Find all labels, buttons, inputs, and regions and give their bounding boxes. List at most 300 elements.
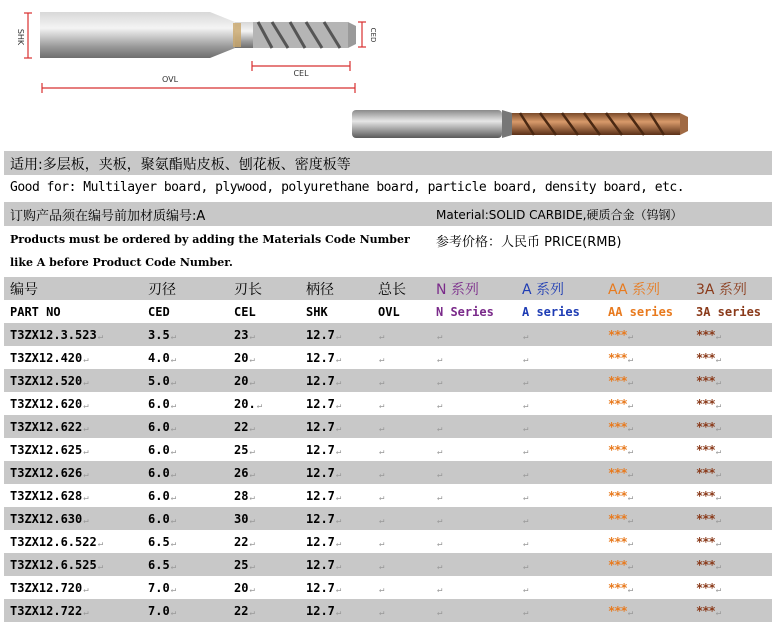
header-a-series: A series [516,300,602,323]
paragraph-mark-icon: ↵ [523,446,529,457]
paragraph-mark-icon: ↵ [437,354,443,365]
ced-cell [142,484,228,507]
aa-series-cell-value: *** [608,350,627,365]
paragraph-mark-icon: ↵ [523,515,529,526]
paragraph-mark-icon: ↵ [379,584,385,595]
paragraph-mark-icon: ↵ [627,331,634,342]
part-no-cell-value: T3ZX12.722 [10,603,83,618]
tool-photo [352,110,688,138]
paragraph-mark-icon: ↵ [627,469,634,480]
n-series-cell [430,415,516,438]
table-row [4,323,772,346]
shk-cell [300,599,372,622]
aa-series-cell [602,323,690,346]
paragraph-mark-icon: ↵ [627,377,634,388]
ced-cell-value: 5.0 [148,373,170,388]
part-no-cell-value: T3ZX12.620 [10,396,83,411]
3a-series-cell [690,415,772,438]
paragraph-mark-icon: ↵ [437,469,443,480]
table-row [4,576,772,599]
shk-cell [300,484,372,507]
paragraph-mark-icon: ↵ [437,515,443,526]
aa-series-cell [602,415,690,438]
n-series-cell [430,461,516,484]
table-row [4,392,772,415]
paragraph-mark-icon: ↵ [379,469,385,480]
ced-cell [142,415,228,438]
header-a-series-cn: A 系列 [516,277,602,300]
ced-cell [142,530,228,553]
table-row [4,369,772,392]
paragraph-mark-icon: ↵ [335,446,342,457]
part-no-cell-value: T3ZX12.6.525 [10,557,97,572]
3a-series-cell [690,576,772,599]
ced-cell [142,346,228,369]
application-text: 适用:多层板，夹板，聚氨酯贴皮板、刨花板、密度板等 [10,157,351,173]
paragraph-mark-icon: ↵ [523,538,529,549]
cel-label: CEL [293,69,309,78]
ced-label: CED [369,27,377,43]
3a-series-cell-value: *** [696,419,715,434]
a-series-cell [516,461,602,484]
paragraph-mark-icon: ↵ [83,469,89,480]
cel-cell [228,576,300,599]
paragraph-mark-icon: ↵ [97,538,104,549]
header-3a-series: 3A series [690,300,772,323]
paragraph-mark-icon: ↵ [627,515,634,526]
paragraph-mark-icon: ↵ [83,400,89,411]
paragraph-mark-icon: ↵ [249,607,255,618]
router-bit-diagram [0,0,773,150]
n-series-cell [430,599,516,622]
3a-series-cell-value: *** [696,373,715,388]
ced-cell-value: 6.5 [148,557,170,572]
cel-cell-value: 28 [234,488,249,503]
paragraph-mark-icon: ↵ [523,331,529,342]
table-row [4,461,772,484]
aa-series-cell [602,392,690,415]
paragraph-mark-icon: ↵ [249,492,255,503]
cel-cell-value: 20 [234,373,249,388]
ced-cell [142,553,228,576]
part-no-cell [4,599,142,622]
paragraph-mark-icon: ↵ [715,515,722,526]
part-no-cell-value: T3ZX12.420 [10,350,83,365]
paragraph-mark-icon: ↵ [83,377,89,388]
paragraph-mark-icon: ↵ [335,469,342,480]
paragraph-mark-icon: ↵ [523,607,529,618]
good-for-text: Good for: Multilayer board, plywood, polyurethane board, particle board, density board, etc. [10,180,685,195]
paragraph-mark-icon: ↵ [335,492,342,503]
part-no-cell-value: T3ZX12.3.523 [10,327,97,342]
order-note-en-1: Products must be ordered by adding the Materials Code Number [10,233,410,246]
3a-series-cell [690,507,772,530]
cel-cell [228,553,300,576]
cel-cell [228,438,300,461]
part-no-cell-value: T3ZX12.520 [10,373,83,388]
order-note-row [4,202,772,226]
shk-cell [300,392,372,415]
a-series-cell [516,369,602,392]
shk-cell-value: 12.7 [306,442,335,457]
paragraph-mark-icon: ↵ [335,607,342,618]
ovl-cell [372,392,430,415]
ced-cell-value: 7.0 [148,580,170,595]
3a-series-cell-value: *** [696,327,715,342]
paragraph-mark-icon: ↵ [379,423,385,434]
a-series-cell [516,415,602,438]
paragraph-mark-icon: ↵ [249,584,255,595]
ovl-cell [372,323,430,346]
part-no-cell-value: T3ZX12.625 [10,442,83,457]
3a-series-cell-value: *** [696,511,715,526]
cel-cell [228,415,300,438]
part-no-cell [4,392,142,415]
paragraph-mark-icon: ↵ [715,469,722,480]
ced-cell-value: 3.5 [148,327,170,342]
3a-series-cell-value: *** [696,603,715,618]
3a-series-cell [690,346,772,369]
ced-cell [142,461,228,484]
3a-series-cell-value: *** [696,442,715,457]
paragraph-mark-icon: ↵ [249,538,255,549]
ovl-cell [372,576,430,599]
part-no-cell-value: T3ZX12.630 [10,511,83,526]
header-aa-series-cn: AA 系列 [602,277,690,300]
paragraph-mark-icon: ↵ [170,400,177,411]
n-series-cell [430,576,516,599]
3a-series-cell-value: *** [696,580,715,595]
paragraph-mark-icon: ↵ [715,492,722,503]
paragraph-mark-icon: ↵ [335,377,342,388]
paragraph-mark-icon: ↵ [379,354,385,365]
cel-cell-value: 22 [234,534,249,549]
aa-series-cell-value: *** [608,373,627,388]
n-series-cell [430,507,516,530]
shk-cell-value: 12.7 [306,534,335,549]
shk-cell [300,346,372,369]
shk-cell [300,530,372,553]
a-series-cell [516,438,602,461]
part-no-cell-value: T3ZX12.622 [10,419,83,434]
material-text: Material:SOLID CARBIDE,硬质合金（钨钢） [436,208,683,222]
table-row [4,507,772,530]
part-no-cell [4,576,142,599]
cel-cell-value: 26 [234,465,249,480]
paragraph-mark-icon: ↵ [523,377,529,388]
paragraph-mark-icon: ↵ [379,400,385,411]
table-row [4,530,772,553]
n-series-cell [430,392,516,415]
paragraph-mark-icon: ↵ [379,607,385,618]
3a-series-cell-value: *** [696,396,715,411]
paragraph-mark-icon: ↵ [249,469,255,480]
aa-series-cell-value: *** [608,603,627,618]
table-row [4,599,772,622]
paragraph-mark-icon: ↵ [437,607,443,618]
header-cel: CEL [228,300,300,323]
cel-cell [228,507,300,530]
header-row-cn [4,277,772,300]
aa-series-cell [602,438,690,461]
aa-series-cell [602,461,690,484]
paragraph-mark-icon: ↵ [379,515,385,526]
ced-cell-value: 4.0 [148,350,170,365]
header-aa-series: AA series [602,300,690,323]
part-no-cell [4,323,142,346]
n-series-cell [430,369,516,392]
aa-series-cell-value: *** [608,580,627,595]
a-series-cell [516,346,602,369]
a-series-cell [516,599,602,622]
shk-cell-value: 12.7 [306,373,335,388]
aa-series-cell-value: *** [608,442,627,457]
cel-cell-value: 30 [234,511,249,526]
cel-cell [228,530,300,553]
paragraph-mark-icon: ↵ [627,492,634,503]
ced-cell-value: 7.0 [148,603,170,618]
paragraph-mark-icon: ↵ [627,538,634,549]
part-no-cell-value: T3ZX12.6.522 [10,534,97,549]
3a-series-cell-value: *** [696,465,715,480]
ovl-cell [372,461,430,484]
ovl-cell [372,530,430,553]
ced-cell-value: 6.0 [148,465,170,480]
paragraph-mark-icon: ↵ [170,446,177,457]
shk-cell-value: 12.7 [306,603,335,618]
paragraph-mark-icon: ↵ [523,423,529,434]
aa-series-cell [602,346,690,369]
order-note-en-row-2 [4,253,772,275]
shk-cell [300,415,372,438]
paragraph-mark-icon: ↵ [335,423,342,434]
header-ovl-cn: 总长 [372,277,430,300]
paragraph-mark-icon: ↵ [170,331,177,342]
3a-series-cell-value: *** [696,557,715,572]
ced-cell-value: 6.0 [148,488,170,503]
3a-series-cell-value: *** [696,488,715,503]
cel-cell-value: 23 [234,327,249,342]
ced-cell [142,599,228,622]
ovl-cell [372,369,430,392]
3a-series-cell [690,438,772,461]
shk-cell-value: 12.7 [306,511,335,526]
paragraph-mark-icon: ↵ [249,446,255,457]
n-series-cell [430,323,516,346]
aa-series-cell-value: *** [608,534,627,549]
paragraph-mark-icon: ↵ [627,354,634,365]
shk-cell [300,438,372,461]
table-row [4,346,772,369]
ced-cell-value: 6.0 [148,419,170,434]
part-no-cell [4,461,142,484]
paragraph-mark-icon: ↵ [249,331,255,342]
paragraph-mark-icon: ↵ [170,492,177,503]
3a-series-cell [690,553,772,576]
a-series-cell [516,576,602,599]
paragraph-mark-icon: ↵ [437,377,443,388]
header-ced-cn: 刃径 [142,277,228,300]
header-ced: CED [142,300,228,323]
paragraph-mark-icon: ↵ [523,469,529,480]
paragraph-mark-icon: ↵ [249,561,255,572]
header-part-no-cn: 编号 [4,277,142,300]
table-row [4,438,772,461]
paragraph-mark-icon: ↵ [170,584,177,595]
paragraph-mark-icon: ↵ [715,377,722,388]
paragraph-mark-icon: ↵ [379,331,385,342]
spec-table [4,277,772,622]
paragraph-mark-icon: ↵ [83,446,89,457]
price-text: 参考价格：人民币 PRICE(RMB) [436,235,622,250]
shk-cell-value: 12.7 [306,580,335,595]
cel-cell [228,346,300,369]
part-no-cell-value: T3ZX12.720 [10,580,83,595]
order-note-en-2: like A before Product Code Number. [10,256,233,269]
part-no-cell [4,530,142,553]
a-series-cell [516,530,602,553]
3a-series-cell-value: *** [696,350,715,365]
aa-series-cell-value: *** [608,557,627,572]
n-series-cell [430,484,516,507]
paragraph-mark-icon: ↵ [437,561,443,572]
header-row-en [4,300,772,323]
good-for-row [4,176,772,200]
paragraph-mark-icon: ↵ [170,354,177,365]
paragraph-mark-icon: ↵ [170,377,177,388]
part-no-cell [4,415,142,438]
cel-cell [228,369,300,392]
paragraph-mark-icon: ↵ [437,331,443,342]
paragraph-mark-icon: ↵ [627,561,634,572]
paragraph-mark-icon: ↵ [437,423,443,434]
aa-series-cell [602,507,690,530]
part-no-cell [4,346,142,369]
header-shk: SHK [300,300,372,323]
cel-cell-value: 22 [234,603,249,618]
part-no-cell [4,507,142,530]
paragraph-mark-icon: ↵ [437,400,443,411]
ovl-cell [372,415,430,438]
paragraph-mark-icon: ↵ [437,446,443,457]
table-row [4,484,772,507]
paragraph-mark-icon: ↵ [379,538,385,549]
part-no-cell-value: T3ZX12.626 [10,465,83,480]
a-series-cell [516,484,602,507]
3a-series-cell [690,323,772,346]
paragraph-mark-icon: ↵ [379,377,385,388]
paragraph-mark-icon: ↵ [170,515,177,526]
ced-cell-value: 6.0 [148,396,170,411]
header-shk-cn: 柄径 [300,277,372,300]
shk-cell [300,576,372,599]
ced-cell [142,576,228,599]
paragraph-mark-icon: ↵ [627,423,634,434]
paragraph-mark-icon: ↵ [170,561,177,572]
paragraph-mark-icon: ↵ [627,584,634,595]
paragraph-mark-icon: ↵ [97,561,104,572]
shk-cell-value: 12.7 [306,488,335,503]
paragraph-mark-icon: ↵ [83,607,89,618]
aa-series-cell [602,530,690,553]
cel-cell [228,323,300,346]
part-no-cell [4,369,142,392]
part-no-cell [4,553,142,576]
aa-series-cell-value: *** [608,327,627,342]
cel-cell [228,484,300,507]
shk-cell [300,461,372,484]
paragraph-mark-icon: ↵ [715,354,722,365]
paragraph-mark-icon: ↵ [335,400,342,411]
aa-series-cell-value: *** [608,419,627,434]
aa-series-cell [602,599,690,622]
paragraph-mark-icon: ↵ [715,400,722,411]
paragraph-mark-icon: ↵ [83,354,89,365]
paragraph-mark-icon: ↵ [715,423,722,434]
ced-cell [142,392,228,415]
header-part-no: PART NO [4,300,142,323]
paragraph-mark-icon: ↵ [335,331,342,342]
paragraph-mark-icon: ↵ [335,538,342,549]
header-3a-series-cn: 3A 系列 [690,277,772,300]
paragraph-mark-icon: ↵ [256,400,263,411]
tool-drawing [40,12,356,58]
paragraph-mark-icon: ↵ [335,561,342,572]
paragraph-mark-icon: ↵ [170,538,177,549]
paragraph-mark-icon: ↵ [627,446,634,457]
ced-cell-value: 6.0 [148,511,170,526]
ced-cell [142,323,228,346]
shk-cell-value: 12.7 [306,419,335,434]
3a-series-cell [690,369,772,392]
table-row [4,415,772,438]
cel-cell [228,461,300,484]
paragraph-mark-icon: ↵ [249,423,255,434]
part-no-cell-value: T3ZX12.628 [10,488,83,503]
3a-series-cell [690,484,772,507]
shk-cell [300,507,372,530]
paragraph-mark-icon: ↵ [97,331,104,342]
paragraph-mark-icon: ↵ [523,584,529,595]
header-ovl: OVL [372,300,430,323]
paragraph-mark-icon: ↵ [437,584,443,595]
n-series-cell [430,553,516,576]
ovl-cell [372,484,430,507]
paragraph-mark-icon: ↵ [715,446,722,457]
3a-series-cell [690,530,772,553]
paragraph-mark-icon: ↵ [170,469,177,480]
shk-cell-value: 12.7 [306,557,335,572]
ced-cell-value: 6.0 [148,442,170,457]
paragraph-mark-icon: ↵ [379,446,385,457]
a-series-cell [516,392,602,415]
paragraph-mark-icon: ↵ [715,584,722,595]
paragraph-mark-icon: ↵ [249,354,255,365]
paragraph-mark-icon: ↵ [83,423,89,434]
ced-cell [142,369,228,392]
ced-cell-value: 6.5 [148,534,170,549]
header-n-series-cn: N 系列 [430,277,516,300]
paragraph-mark-icon: ↵ [715,538,722,549]
a-series-cell [516,323,602,346]
paragraph-mark-icon: ↵ [523,561,529,572]
paragraph-mark-icon: ↵ [715,607,722,618]
aa-series-cell-value: *** [608,488,627,503]
part-no-cell [4,484,142,507]
paragraph-mark-icon: ↵ [627,400,634,411]
paragraph-mark-icon: ↵ [335,515,342,526]
paragraph-mark-icon: ↵ [335,354,342,365]
